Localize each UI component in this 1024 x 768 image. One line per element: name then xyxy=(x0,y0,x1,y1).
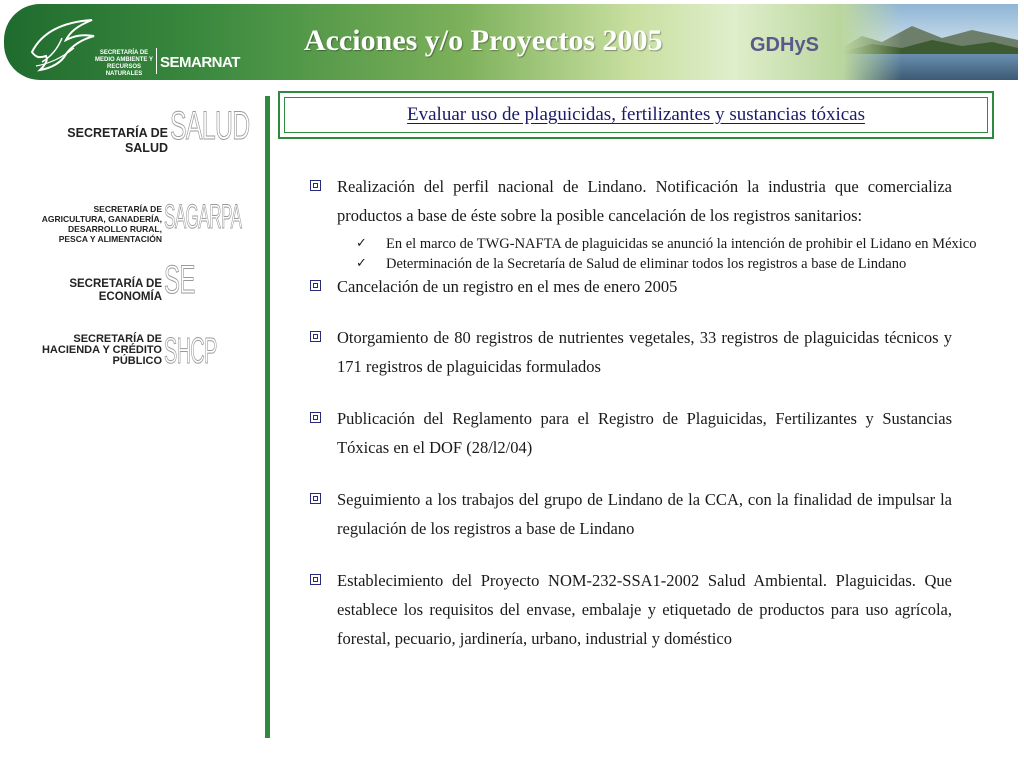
sub-item xyxy=(310,234,986,254)
checkmark-icon: ✓ xyxy=(356,236,367,251)
logo-name: SEMARNAT xyxy=(160,54,240,71)
list-item xyxy=(310,404,952,462)
secretaria-line: PESCA Y ALIMENTACIÓN xyxy=(58,234,162,244)
sub-item xyxy=(310,254,986,274)
bullet-text: Publicación del Reglamento para el Registro de Plaguicidas, Fertilizantes y Sustancias Tóxicas en el DOF (28/l2/04) xyxy=(337,409,952,457)
subtitle-box xyxy=(278,91,994,139)
org-code: GDHyS xyxy=(750,34,819,56)
sub-list xyxy=(337,234,977,274)
bullet-text: Realización del perfil nacional de Lindano. Notificación la industria que comercializa productos a base de éste sobre la posible cancelación de los registros sanitarios: xyxy=(337,177,952,225)
secretaria-line: HACIENDA Y CRÉDITO xyxy=(41,344,162,356)
sidebar-divider xyxy=(265,96,270,738)
secretaria-line: AGRICULTURA, GANADERÍA, xyxy=(41,214,162,224)
square-bullet-icon xyxy=(310,180,321,191)
sub-item-text: Determinación de la Secretaría de Salud de eliminar todos los registros a base de Lindano xyxy=(386,256,907,272)
logo-caption: SECRETARÍA DE MEDIO AMBIENTE Y RECURSOS NATURALES xyxy=(94,50,153,77)
eagle-emblem-icon xyxy=(22,12,102,74)
secretaria-line: SECRETARÍA DE xyxy=(67,126,168,140)
subtitle: Evaluar uso de plaguicidas, fertilizantes y sustancias tóxicas xyxy=(407,104,865,125)
checkmark-icon: ✓ xyxy=(356,256,367,271)
bullet-text: Establecimiento del Proyecto NOM-232-SSA1-2002 Salud Ambiental. Plaguicidas. Que establece los requisitos del envase, embalaje y etiquetado de productos para uso agrícola, forestal, pecuario, jardinería, urbano, industrial y doméstico xyxy=(337,571,952,648)
secretaria-line: ECONOMÍA xyxy=(98,291,162,303)
header-banner xyxy=(4,4,1018,80)
page-title: Acciones y/o Proyectos 2005 xyxy=(304,24,663,57)
bullet-text: Cancelación de un registro en el mes de enero 2005 xyxy=(337,277,678,296)
list-item xyxy=(310,272,952,301)
secretaria-acronym: SAGARPA xyxy=(164,198,242,236)
secretaria-line: PÚBLICO xyxy=(112,355,162,367)
list-item xyxy=(310,485,952,543)
secretaria-acronym: SE xyxy=(164,258,195,302)
secretaria-line: DESARROLLO RURAL, xyxy=(68,224,162,234)
square-bullet-icon xyxy=(310,412,321,423)
landscape-photo xyxy=(842,4,1018,80)
secretaria-line: SECRETARÍA DE xyxy=(69,278,162,290)
secretaria-line: SECRETARÍA DE xyxy=(93,204,162,214)
secretaria-line: SECRETARÍA DE xyxy=(73,333,162,345)
logo-divider xyxy=(156,48,157,74)
square-bullet-icon xyxy=(310,574,321,585)
semarnat-logo xyxy=(12,10,240,77)
secretaria-acronym: SHCP xyxy=(164,330,217,371)
secretaria-line: SALUD xyxy=(124,141,168,155)
list-item xyxy=(310,566,952,653)
square-bullet-icon xyxy=(310,280,321,291)
bullet-text: Otorgamiento de 80 registros de nutrientes vegetales, 33 registros de plaguicidas técnicos y 171 registros de plaguicidas formulados xyxy=(337,328,952,376)
square-bullet-icon xyxy=(310,331,321,342)
bullet-text: Seguimiento a los trabajos del grupo de Lindano de la CCA, con la finalidad de impulsar la regulación de los registros a base de Lindano xyxy=(337,490,952,538)
secretaria-acronym: SALUD xyxy=(170,104,250,148)
sub-item-text: En el marco de TWG-NAFTA de plaguicidas se anunció la intención de prohibir el Lidano en México xyxy=(386,236,977,252)
list-item xyxy=(310,323,952,381)
list-item xyxy=(310,172,977,274)
square-bullet-icon xyxy=(310,493,321,504)
bullet-list xyxy=(310,172,977,653)
